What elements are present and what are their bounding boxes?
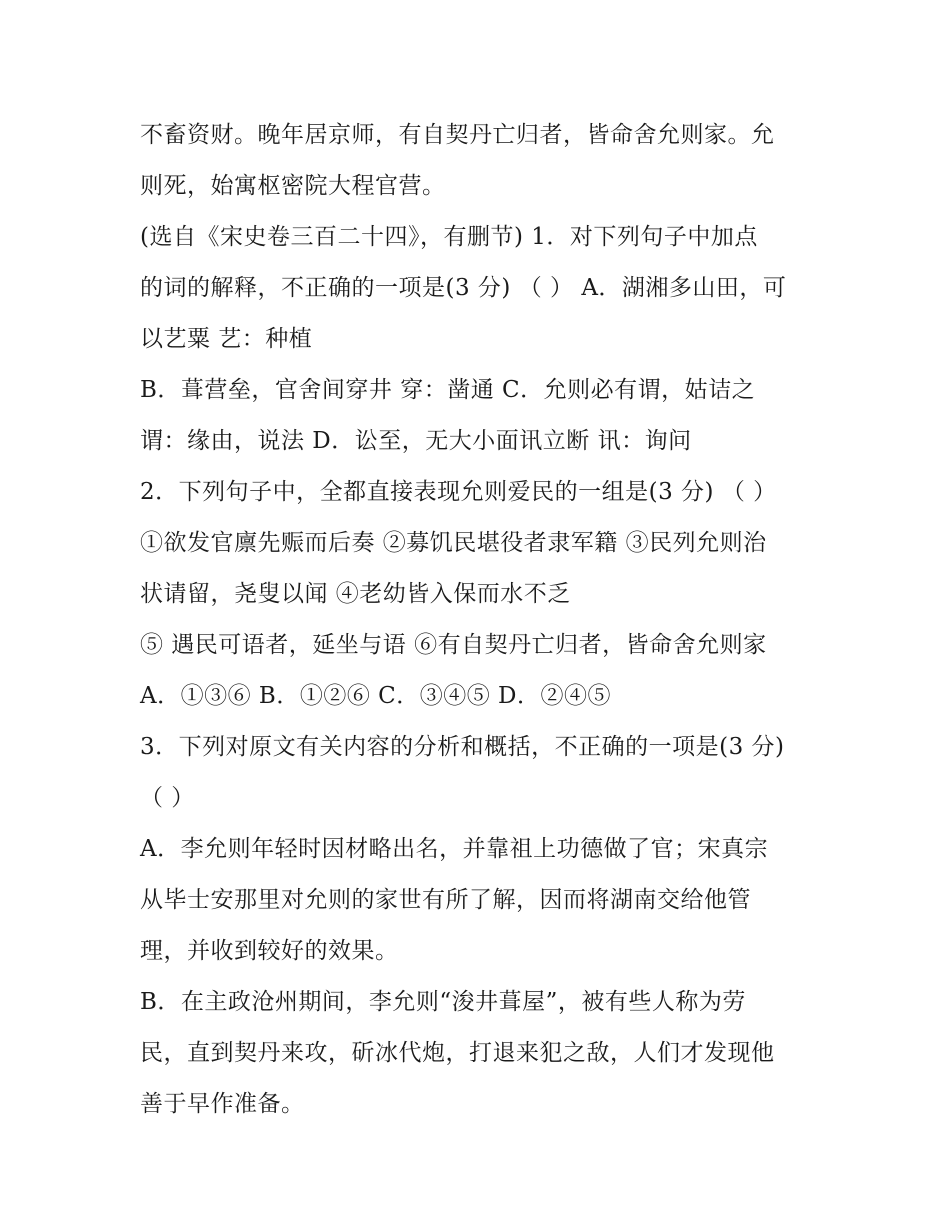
text-line: 民，直到契丹来攻，斫冰代炮，打退来犯之敌，人们才发现他 xyxy=(140,1040,775,1066)
text-line: 的词的解释，不正确的一项是(3 分) （ ） A．湖湘多山田，可 xyxy=(140,275,787,301)
text-line: 2．下列句子中，全都直接表现允则爱民的一组是(3 分) （ ） xyxy=(140,479,777,505)
text-line: 3．下列对原文有关内容的分析和概括，不正确的一项是(3 分) xyxy=(140,734,785,760)
document-body xyxy=(140,110,830,1130)
text-line: B．葺营垒，官舍间穿井 穿：凿通 C．允则必有谓，姑诘之 xyxy=(140,377,756,403)
text-line: 则死，始寓枢密院大程官营。 xyxy=(140,173,446,199)
text-line: 以艺粟 艺：种植 xyxy=(140,326,313,352)
text-line: ⑤ 遇民可语者，延坐与语 ⑥有自契丹亡归者，皆命舍允则家 xyxy=(140,632,767,658)
text-line: A．李允则年轻时因材略出名，并靠祖上功德做了官；宋真宗 xyxy=(140,836,769,862)
text-line: ①欲发官廪先赈而后奏 ②募饥民堪役者隶军籍 ③民列允则治 xyxy=(140,530,767,556)
text-line: 状请留，尧叟以闻 ④老幼皆入保而水不乏 xyxy=(140,581,571,607)
text-line: 理，并收到较好的效果。 xyxy=(140,938,399,964)
text-line: A．①③⑥ B．①②⑥ C．③④⑤ D．②④⑤ xyxy=(140,683,611,709)
text-line: (选自《宋史卷三百二十四》，有删节) 1．对下列句子中加点 xyxy=(140,224,758,250)
text-line: 谓：缘由，说法 D．讼至，无大小面讯立断 讯：询问 xyxy=(140,428,692,454)
text-line: B．在主政沧州期间，李允则“浚井葺屋”，被有些人称为劳 xyxy=(140,989,746,1015)
text-line: （ ） xyxy=(140,785,195,811)
text-line: 不畜资财。晚年居京师，有自契丹亡归者，皆命舍允则家。允 xyxy=(140,122,775,148)
text-line: 善于早作准备。 xyxy=(140,1091,305,1117)
text-line: 从毕士安那里对允则的家世有所了解，因而将湖南交给他管 xyxy=(140,887,751,913)
